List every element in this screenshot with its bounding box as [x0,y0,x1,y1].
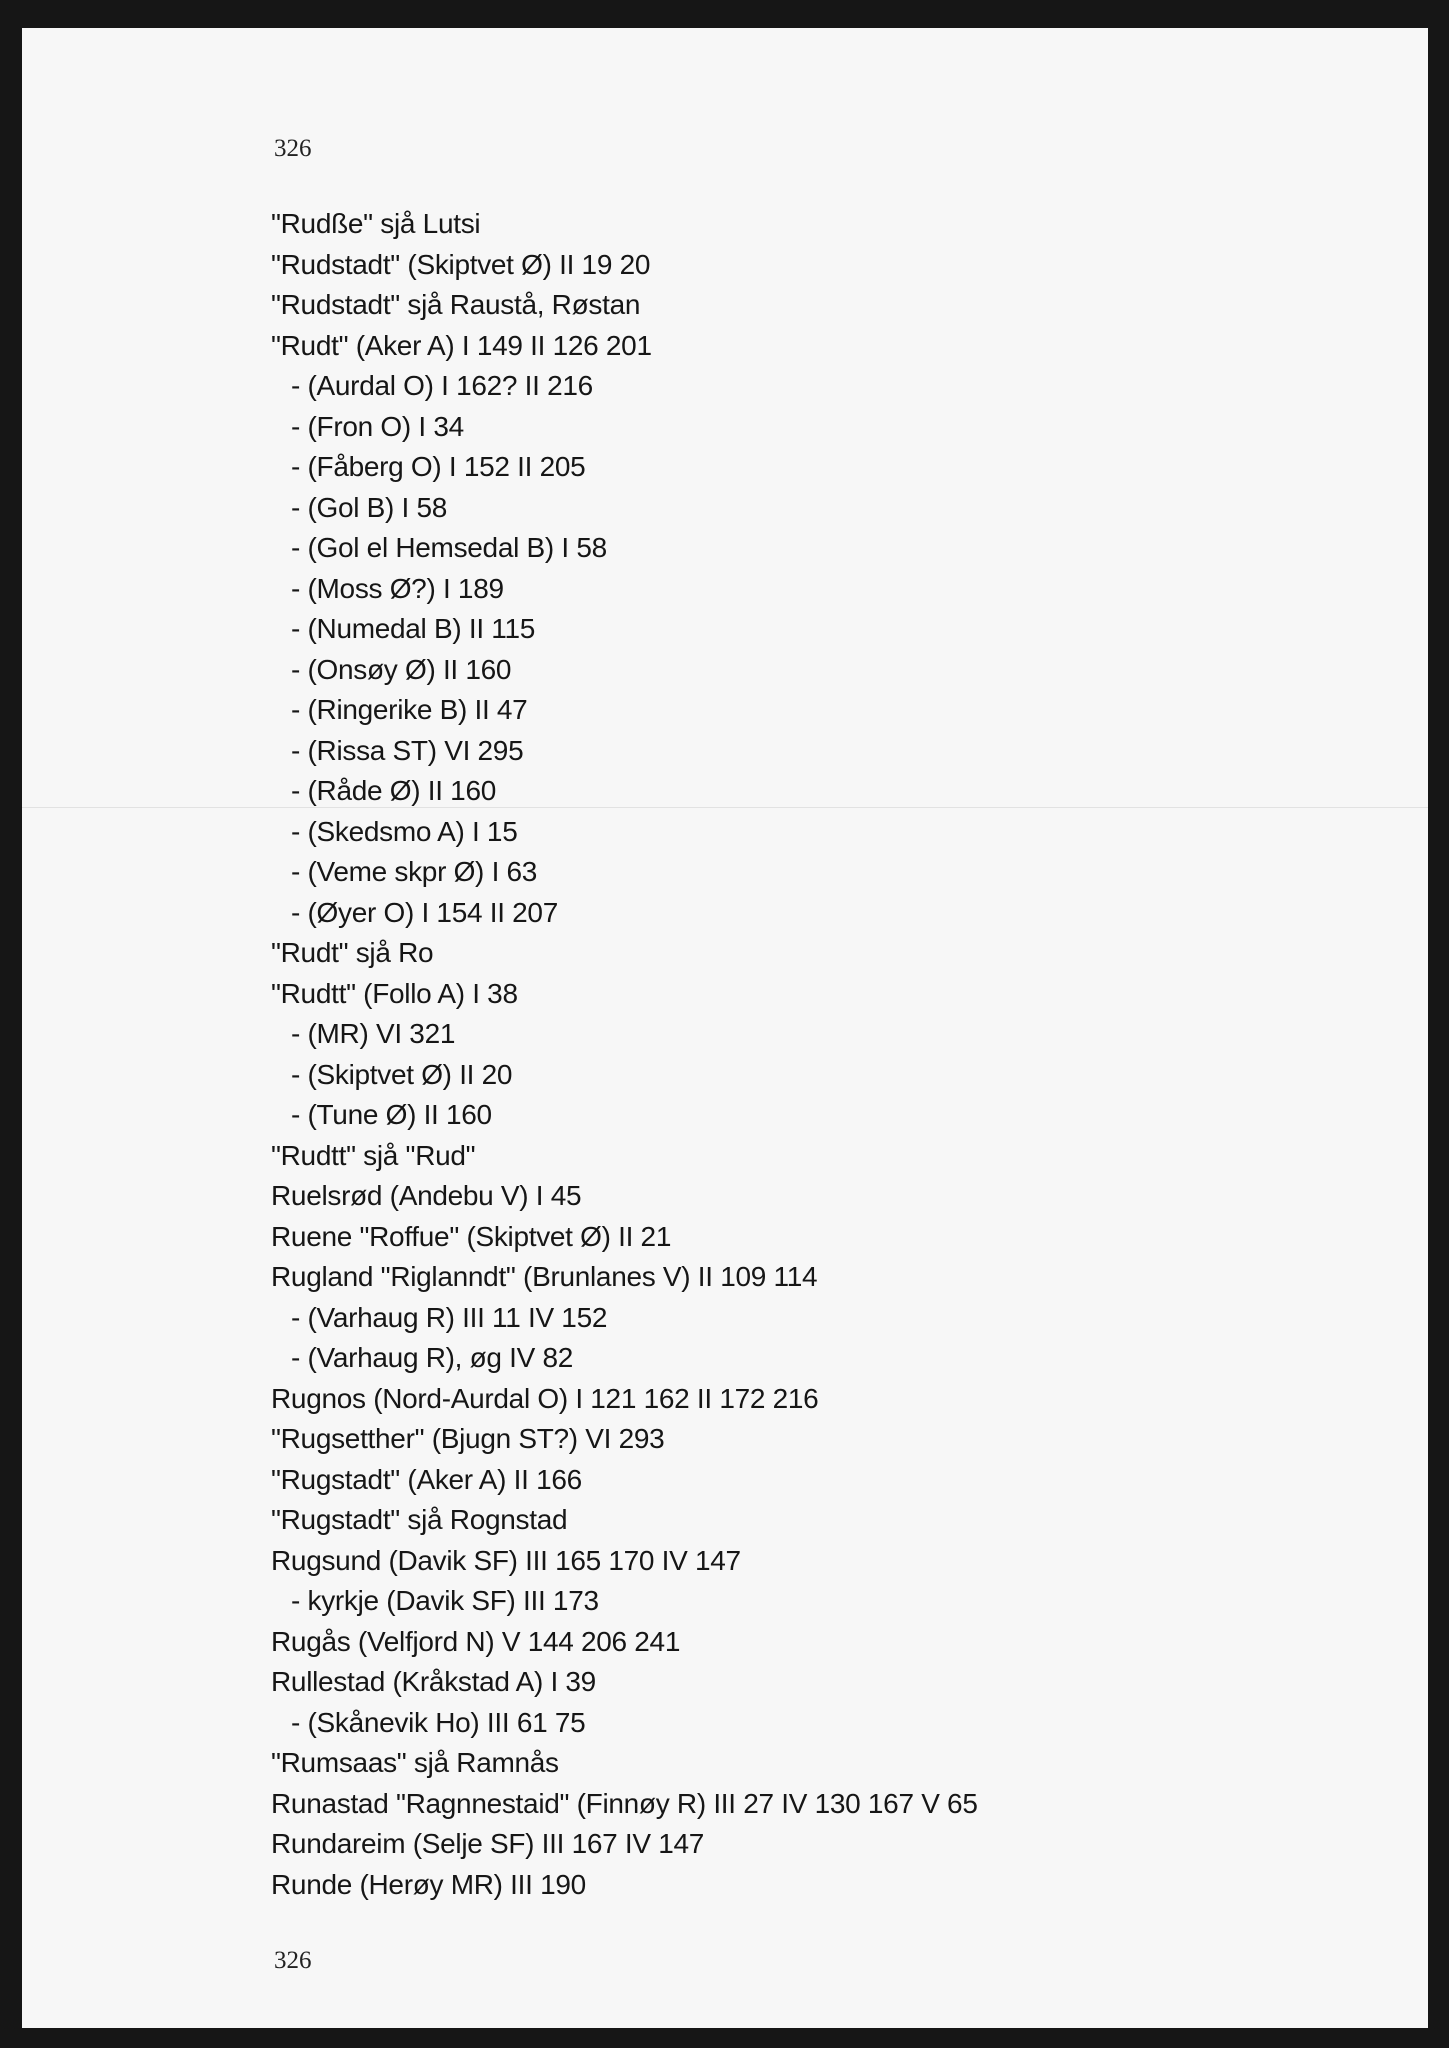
index-entry: "Rugsetther" (Bjugn ST?) VI 293 [271,1423,665,1454]
index-entry: Rugland "Riglanndt" (Brunlanes V) II 109 114 [271,1261,818,1292]
index-entry: Runastad "Ragnnestaid" (Finnøy R) III 27 IV 130 167 V 65 [271,1787,978,1819]
index-entry: "Rudstadt" (Skiptvet Ø) II 19 20 [271,248,651,280]
index-entry: "Rudtt" sjå "Rud" [271,1139,476,1171]
index-subentry: - (Ringerike B) II 47 [291,694,528,725]
index-subentry: - (Råde Ø) II 160 [291,775,496,806]
page-number-bottom: 326 [274,1947,312,1974]
index-subentry: - (Fron O) I 34 [291,410,464,442]
index-subentry: - (Tune Ø) II 160 [291,1099,492,1130]
index-subentry: - (Varhaug R) III 11 IV 152 [291,1301,608,1333]
index-entry: Rullestad (Kråkstad A) I 39 [271,1666,596,1697]
index-entry: "Rudtt" (Follo A) I 38 [271,977,518,1009]
index-subentry: - (Skiptvet Ø) II 20 [291,1058,513,1090]
index-entry: Ruene "Roffue" (Skiptvet Ø) II 21 [271,1220,672,1252]
index-entry: "Rudt" (Aker A) I 149 II 126 201 [271,329,652,361]
index-entry: Rundareim (Selje SF) III 167 IV 147 [271,1828,705,1859]
index-subentry: - (MR) VI 321 [291,1018,456,1049]
index-subentry: - kyrkje (Davik SF) III 173 [291,1585,599,1616]
index-entry: "Rudt" sjå Ro [271,937,434,968]
index-subentry: - (Skedsmo A) I 15 [291,815,518,847]
index-subentry: - (Numedal B) II 115 [291,613,536,644]
index-entry: Rugsund (Davik SF) III 165 170 IV 147 [271,1544,741,1576]
index-entry: Rugnos (Nord-Aurdal O) I 121 162 II 172 216 [271,1382,819,1414]
index-subentry: - (Aurdal O) I 162? II 216 [291,370,593,401]
index-subentry: - (Rissa ST) VI 295 [291,734,524,766]
index-subentry: - (Gol B) I 58 [291,491,448,523]
index-subentry: - (Varhaug R), øg IV 82 [291,1342,574,1373]
index-subentry: - (Veme skpr Ø) I 63 [291,856,538,887]
index-entry: Runde (Herøy MR) III 190 [271,1868,586,1900]
index-entry: "Rumsaas" sjå Ramnås [271,1747,559,1778]
index-entry: "Rudstadt" sjå Raustå, Røstan [271,289,641,320]
index-entry: Rugås (Velfjord N) V 144 206 241 [271,1625,681,1657]
index-subentry: - (Onsøy Ø) II 160 [291,653,512,685]
document-page [22,28,1428,2028]
index-entry-list [271,204,978,1905]
index-entry: "Rugstadt" sjå Rognstad [271,1504,568,1535]
index-subentry: - (Moss Ø?) I 189 [291,572,504,604]
index-subentry: - (Skånevik Ho) III 61 75 [291,1706,586,1738]
page-number-top: 326 [274,135,312,162]
index-subentry: - (Gol el Hemsedal B) I 58 [291,532,607,563]
index-entry: Ruelsrød (Andebu V) I 45 [271,1180,582,1211]
index-entry: "Rugstadt" (Aker A) II 166 [271,1463,582,1495]
index-subentry: - (Fåberg O) I 152 II 205 [291,451,586,482]
index-subentry: - (Øyer O) I 154 II 207 [291,896,558,928]
index-entry: "Rudße" sjå Lutsi [271,208,481,239]
